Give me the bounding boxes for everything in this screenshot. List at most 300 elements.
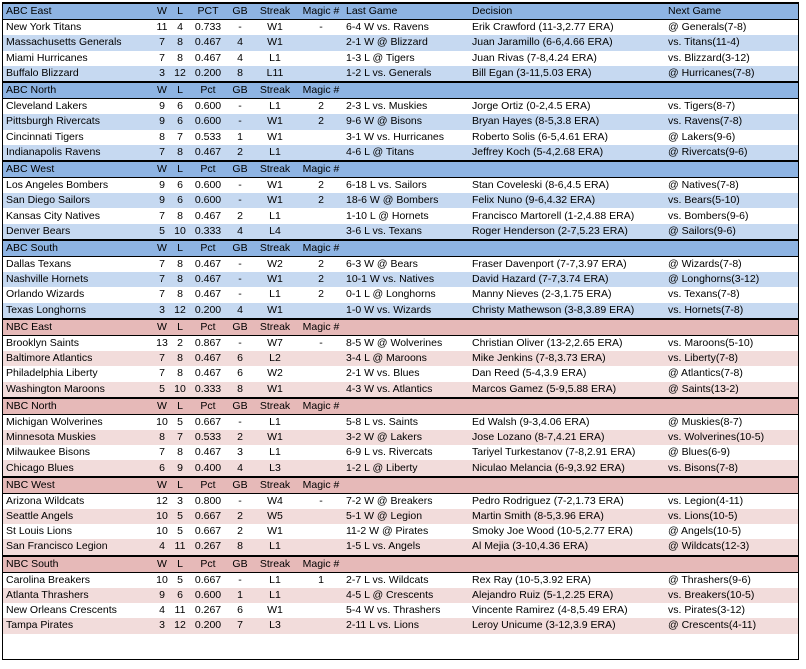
last-game: 6-4 W vs. Ravens [342,20,468,36]
magic-number [296,366,342,381]
win-pct: 0.467 [194,288,222,301]
magic-number [296,588,342,603]
column-header-next-game [664,319,799,336]
column-header-magic-number: Magic # [296,319,342,336]
column-header-wins: W [150,477,170,494]
magic-number [296,35,342,50]
win-pct: 0.467 [194,209,222,222]
team-name: San Diego Sailors [6,194,91,207]
decision: Alejandro Ruiz (5-1,2.25 ERA) [472,589,614,602]
column-header-next-game: Next Game [664,3,799,20]
decision: Dan Reed (5-4,3.9 ERA) [472,367,587,380]
games-behind: - [238,115,242,128]
decision: Jose Lozano (8-7,4.21 ERA) [472,431,605,444]
table-row [2,509,799,524]
column-header-decision [468,398,664,415]
losses: 6 [177,194,183,207]
next-game: @ Muskies(8-7) [664,414,799,430]
table-row [2,493,799,509]
streak: L1 [250,99,296,115]
magic-number: 2 [318,273,324,286]
decision: Niculao Melancia (6-9,3.92 ERA) [472,461,625,474]
next-game: @ Lakers(9-6) [668,130,736,143]
column-header-last-game [342,240,468,257]
last-game: 1-2 L @ Liberty [346,461,418,474]
win-pct: 0.400 [194,461,222,474]
magic-number [296,382,342,398]
magic-number [296,430,342,445]
table-row [2,145,799,161]
column-header-wins: W [150,82,170,99]
win-pct: 0.467 [186,257,226,273]
wins: 4 [159,604,165,617]
last-game: 0-1 L @ Longhorns [346,288,436,301]
team-name: Massachusetts Generals [6,36,122,49]
table-row [2,366,799,381]
games-behind: 8 [237,66,243,79]
streak: L1 [269,288,281,301]
column-header-last-game [342,477,468,494]
division-header [2,477,799,494]
last-game: 5-4 W vs. Thrashers [346,604,441,617]
magic-number: 2 [318,288,324,301]
next-game: @ Saints(13-2) [668,382,739,395]
division-header [2,319,799,336]
table-row [2,20,799,36]
games-behind: 2 [237,145,243,158]
win-pct: 0.467 [194,51,222,64]
division-name: NBC East [2,319,150,336]
next-game: @ Hurricanes(7-8) [668,66,755,79]
table-row [2,257,799,273]
magic-number [296,224,342,240]
division-name: ABC West [2,161,150,178]
losses: 6 [170,178,186,194]
win-pct: 0.600 [194,115,222,128]
team-name: Nashville Hornets [6,273,89,286]
losses: 8 [177,446,183,459]
magic-number: - [296,20,342,36]
streak: L4 [269,224,281,237]
games-behind: - [226,99,250,115]
losses: 6 [177,115,183,128]
win-pct: 0.333 [194,382,222,395]
win-pct: 0.267 [194,540,222,553]
division-header [2,556,799,573]
team-name: St Louis Lions [6,525,72,538]
table-row [2,430,799,445]
decision: Leroy Unicume (3-12,3.9 ERA) [472,619,616,632]
games-behind: - [238,288,242,301]
games-behind: - [226,178,250,194]
streak: W2 [267,367,283,380]
table-row [2,539,799,555]
games-behind: - [238,273,242,286]
column-header-streak: Streak [250,82,296,99]
last-game: 4-3 W vs. Atlantics [346,382,433,395]
next-game: @ Sailors(9-6) [668,224,736,237]
next-game: vs. Texans(7-8) [668,288,740,301]
wins: 9 [150,99,170,115]
losses: 7 [177,431,183,444]
decision: Bryan Hayes (8-5,3.8 ERA) [472,115,600,128]
column-header-streak: Streak [250,556,296,573]
column-header-decision [468,82,664,99]
team-name: San Francisco Legion [6,540,108,553]
column-header-games-behind: GB [226,556,250,573]
games-behind: - [226,493,250,509]
column-header-games-behind: GB [226,82,250,99]
division-header [2,82,799,99]
win-pct: 0.200 [194,619,222,632]
wins: 3 [159,66,165,79]
wins: 11 [150,20,170,36]
team-name: New Orleans Crescents [6,604,117,617]
column-header-next-game [664,161,799,178]
column-header-win-pct: Pct [186,319,226,336]
wins: 10 [156,510,168,523]
wins: 7 [159,209,165,222]
column-header-losses: L [170,3,186,20]
streak: W1 [267,115,283,128]
table-row [2,588,799,603]
magic-number [296,509,342,524]
table-row [2,35,799,50]
column-header-wins: W [150,240,170,257]
table-row [2,460,799,476]
losses: 10 [174,382,186,395]
last-game: 11-2 W @ Pirates [346,525,429,538]
column-header-decision [468,240,664,257]
losses: 5 [177,525,183,538]
decision: Roberto Solis (6-5,4.61 ERA) [472,130,608,143]
wins: 7 [159,367,165,380]
team-name: Denver Bears [6,224,71,237]
streak: L2 [269,352,281,365]
division-name: NBC West [2,477,150,494]
win-pct: 0.267 [194,604,222,617]
column-header-magic-number: Magic # [296,82,342,99]
column-header-decision [468,161,664,178]
decision: Pedro Rodriguez (7-2,1.73 ERA) [468,493,664,509]
next-game: vs. Pirates(3-12) [668,604,746,617]
wins: 7 [159,145,165,158]
last-game: 2-3 L vs. Muskies [342,99,468,115]
last-game: 4-5 L @ Crescents [346,589,434,602]
magic-number: 2 [318,194,324,207]
wins: 4 [159,540,165,553]
streak: L11 [266,66,284,79]
team-name: Kansas City Natives [6,209,100,222]
streak: L1 [269,51,281,64]
column-header-streak: Streak [250,477,296,494]
team-name: Philadelphia Liberty [6,367,98,380]
magic-number: 2 [296,178,342,194]
streak: W1 [250,20,296,36]
streak: L1 [250,414,296,430]
column-header-losses: L [170,556,186,573]
decision: Fraser Davenport (7-7,3.97 ERA) [468,257,664,273]
losses: 2 [170,335,186,351]
win-pct: 0.467 [194,273,222,286]
next-game: vs. Bisons(7-8) [668,461,739,474]
decision: Smoky Joe Wood (10-5,2.77 ERA) [472,525,633,538]
streak: W1 [250,178,296,194]
losses: 8 [177,51,183,64]
next-game: @ Longhorns(3-12) [668,273,760,286]
games-behind: 6 [237,367,243,380]
games-behind: - [226,20,250,36]
losses: 8 [170,257,186,273]
last-game: 5-8 L vs. Saints [342,414,468,430]
magic-number [296,351,342,366]
wins: 7 [150,257,170,273]
magic-number [296,539,342,555]
wins: 5 [159,382,165,395]
games-behind: - [226,414,250,430]
wins: 9 [159,194,165,207]
magic-number [296,414,342,430]
team-name: Tampa Pirates [6,619,74,632]
next-game: vs. Wolverines(10-5) [668,431,765,444]
last-game: 3-2 W @ Lakers [346,431,423,444]
magic-number: 2 [296,257,342,273]
games-behind: - [238,194,242,207]
streak: L3 [269,619,281,632]
win-pct: 0.467 [194,145,222,158]
column-header-decision [468,319,664,336]
win-pct: 0.667 [194,510,222,523]
column-header-last-game [342,398,468,415]
streak: L1 [269,209,281,222]
games-behind: - [226,572,250,588]
decision: Martin Smith (8-5,3.96 ERA) [472,510,604,523]
decision: Stan Coveleski (8-6,4.5 ERA) [468,178,664,194]
column-header-losses: L [170,240,186,257]
wins: 9 [159,115,165,128]
win-pct: 0.667 [186,414,226,430]
column-header-last-game: Last Game [342,3,468,20]
streak: W1 [267,382,283,395]
column-header-streak: Streak [250,3,296,20]
decision: Jeffrey Koch (5-4,2.68 ERA) [472,145,604,158]
streak: W4 [250,493,296,509]
losses: 11 [174,604,186,617]
games-behind: 2 [237,209,243,222]
wins: 6 [159,461,165,474]
table-row [2,603,799,618]
games-behind: 6 [237,604,243,617]
column-header-wins: W [150,3,170,20]
team-name: New York Titans [2,20,150,36]
next-game: @ Rivercats(9-6) [668,145,748,158]
table-row [2,618,799,633]
division-name: NBC South [2,556,150,573]
column-header-streak: Streak [250,240,296,257]
losses: 8 [177,273,183,286]
team-name: Chicago Blues [6,461,74,474]
column-header-win-pct: Pct [186,161,226,178]
next-game: @ Wildcats(12-3) [668,540,750,553]
win-pct: 0.467 [194,367,222,380]
column-header-wins: W [150,161,170,178]
decision: David Hazard (7-7,3.74 ERA) [472,273,609,286]
column-header-streak: Streak [250,161,296,178]
next-game: vs. Bears(5-10) [668,194,740,207]
team-name: Atlanta Thrashers [6,589,89,602]
team-name: Miami Hurricanes [6,51,88,64]
win-pct: 0.467 [194,446,222,459]
decision: Jorge Ortiz (0-2,4.5 ERA) [468,99,664,115]
magic-number [296,303,342,319]
division-name: NBC North [2,398,150,415]
column-header-next-game [664,556,799,573]
win-pct: 0.600 [186,178,226,194]
division-header [2,161,799,178]
column-header-magic-number: Magic # [296,398,342,415]
team-name: Dallas Texans [2,257,150,273]
wins: 3 [159,619,165,632]
next-game: @ Atlantics(7-8) [668,367,743,380]
next-game: @ Generals(7-8) [664,20,799,36]
losses: 8 [177,36,183,49]
streak: L1 [269,589,281,602]
last-game: 6-9 L vs. Rivercats [346,446,433,459]
win-pct: 0.200 [194,66,222,79]
team-name: Baltimore Atlantics [6,352,93,365]
next-game: vs. Liberty(7-8) [668,352,739,365]
decision: Rex Ray (10-5,3.92 ERA) [468,572,664,588]
games-behind: 4 [237,224,243,237]
table-row [2,51,799,66]
team-name: Carolina Breakers [2,572,150,588]
games-behind: 6 [237,352,243,365]
decision: Ed Walsh (9-3,4.06 ERA) [468,414,664,430]
decision: Juan Jaramillo (6-6,4.66 ERA) [472,36,613,49]
column-header-next-game [664,398,799,415]
division-header [2,398,799,415]
next-game: @ Blues(6-9) [668,446,731,459]
column-header-magic-number: Magic # [296,161,342,178]
streak: L1 [269,145,281,158]
win-pct: 0.800 [186,493,226,509]
decision: Manny Nieves (2-3,1.75 ERA) [472,288,612,301]
games-behind: - [226,257,250,273]
last-game: 8-5 W @ Wolverines [342,335,468,351]
team-name: Orlando Wizards [6,288,85,301]
column-header-games-behind: GB [226,240,250,257]
last-game: 2-11 L vs. Lions [346,619,419,632]
win-pct: 0.533 [194,130,222,143]
next-game: vs. Titans(11-4) [668,36,740,49]
last-game: 3-6 L vs. Texans [346,224,422,237]
streak: W5 [267,510,283,523]
column-header-next-game [664,240,799,257]
column-header-magic-number: Magic # [296,3,342,20]
magic-number: 2 [318,115,324,128]
column-header-magic-number: Magic # [296,240,342,257]
wins: 5 [159,224,165,237]
column-header-win-pct: Pct [186,398,226,415]
games-behind: 2 [237,525,243,538]
decision: Juan Rivas (7-8,4.24 ERA) [472,51,597,64]
column-header-wins: W [150,398,170,415]
games-behind: 1 [237,589,243,602]
column-header-losses: L [170,319,186,336]
losses: 3 [170,493,186,509]
table-row [2,303,799,319]
streak: W2 [250,257,296,273]
column-header-last-game [342,319,468,336]
decision: Mike Jenkins (7-8,3.73 ERA) [472,352,606,365]
table-row [2,99,799,115]
division-name: ABC North [2,82,150,99]
table-row [2,130,799,145]
magic-number [296,524,342,539]
column-header-games-behind: GB [226,3,250,20]
win-pct: 0.667 [186,572,226,588]
streak: L1 [250,572,296,588]
win-pct: 0.533 [194,431,222,444]
win-pct: 0.467 [194,36,222,49]
streak: W1 [267,36,283,49]
losses: 4 [170,20,186,36]
team-name: Pittsburgh Rivercats [6,115,100,128]
next-game: @ Angels(10-5) [668,525,742,538]
standings-sheet [2,2,801,662]
last-game: 4-6 L @ Titans [346,145,415,158]
win-pct: 0.733 [186,20,226,36]
win-pct: 0.467 [194,352,222,365]
wins: 7 [159,273,165,286]
division-header [2,240,799,257]
division-name: ABC East [2,3,150,20]
column-header-games-behind: GB [226,398,250,415]
last-game: 3-1 W vs. Hurricanes [346,130,445,143]
column-header-win-pct: Pct [186,240,226,257]
team-name: Milwaukee Bisons [6,446,91,459]
table-row [2,208,799,223]
team-name: Buffalo Blizzard [6,66,79,79]
losses: 5 [177,510,183,523]
streak: W1 [267,194,283,207]
decision: Tariyel Turkestanov (7-8,2.91 ERA) [472,446,636,459]
table-row [2,287,799,302]
wins: 7 [159,288,165,301]
magic-number [296,145,342,161]
column-header-wins: W [150,556,170,573]
magic-number [296,208,342,223]
column-header-win-pct: Pct [186,82,226,99]
column-header-decision [468,556,664,573]
magic-number [296,445,342,460]
wins: 10 [150,572,170,588]
last-game: 2-7 L vs. Wildcats [342,572,468,588]
table-row [2,272,799,287]
games-behind: 7 [237,619,243,632]
last-game: 1-5 L vs. Angels [346,540,421,553]
magic-number: - [296,493,342,509]
column-header-games-behind: GB [226,161,250,178]
next-game: vs. Bombers(9-6) [668,209,749,222]
column-header-games-behind: GB [226,477,250,494]
decision: Roger Henderson (2-7,5.23 ERA) [472,224,628,237]
magic-number [296,130,342,145]
wins: 3 [159,303,165,316]
standings-table [2,2,799,634]
column-header-streak: Streak [250,319,296,336]
losses: 10 [174,224,186,237]
